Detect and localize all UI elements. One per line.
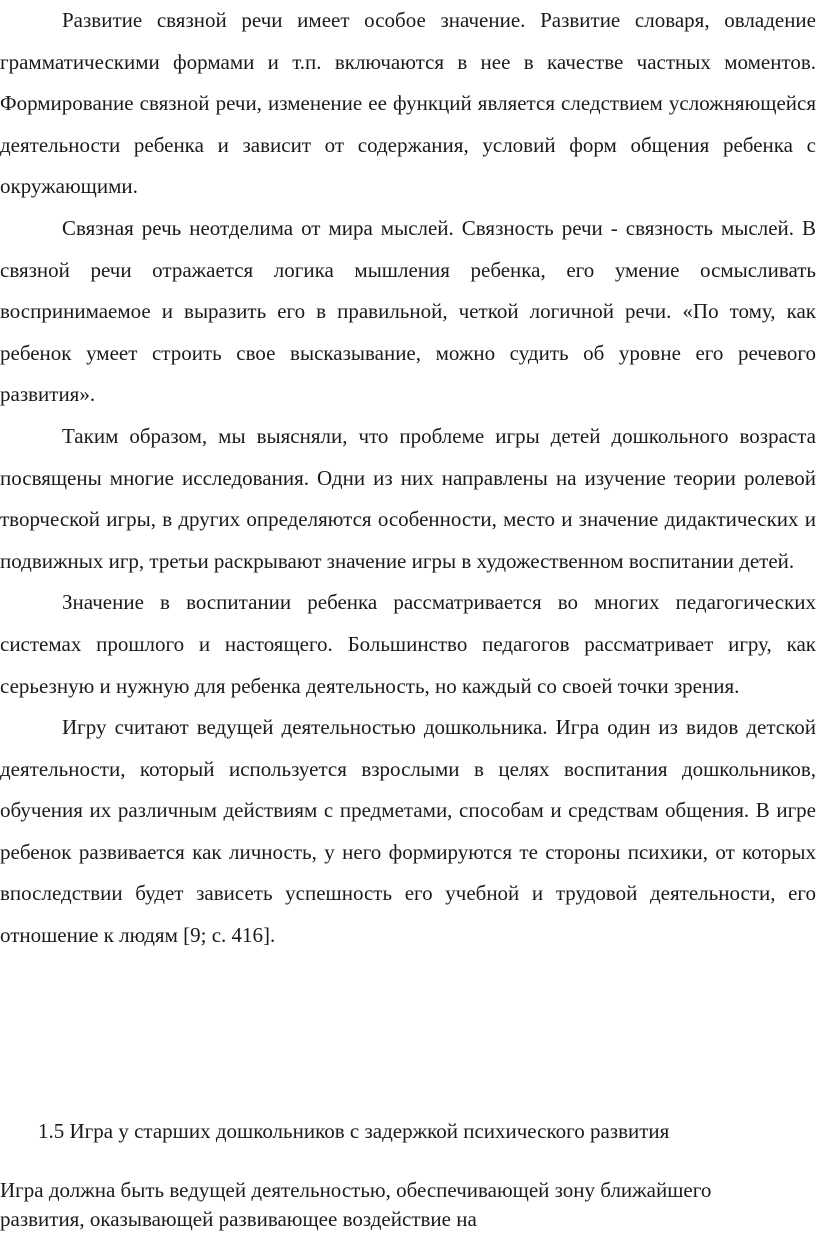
paragraph-coherent-speech: Связная речь неотделима от мира мыслей. Связность речи - связность мыслей. В связной речи отражается логика мышления ребенка, его умение осмысливать воспринимаемое и выразить его в правильной, четкой логичной речи. «По тому, как ребенок умеет строить свое высказывание, можно судить об уровне его речевого развития».: [0, 215, 816, 407]
paragraph-leading-activity: Игру считают ведущей деятельностью дошкольника. Игра один из видов детской деятельности, который используется взрослыми в целях воспитания дошкольников, обучения их различным действиям с предметами, способам и средствам общения. В игре ребенок развивается как личность, у него формируются те стороны психики, от которых впоследствии будет зависеть успешность его учебной и трудовой деятельности, его отношение к людям [9; с. 416].: [0, 715, 816, 948]
paragraph-pedagogical-systems: Значение в воспитании ребенка рассматривается во многих педагогических системах прошлого и настоящего. Большинство педагогов рассматривает игру, как серьезную и нужную для ребенка деятельность, но каждый со своей точки зрения.: [0, 590, 816, 698]
section-heading: 1.5 Игра у старших дошкольников с задержкой психического развития: [38, 1119, 670, 1143]
paragraph-tail: Игра должна быть ведущей деятельностью, обеспечивающей зону ближайшего развития, оказывающей развивающее воздействие на: [0, 1178, 712, 1231]
paragraph-game-research: Таким образом, мы выясняли, что проблеме игры детей дошкольного возраста посвящены многие исследования. Одни из них направлены на изучение теории ролевой творческой игры, в других определяются особенности, место и значение дидактических и подвижных игр, третьи раскрывают значение игры в художественном воспитании детей.: [0, 423, 816, 573]
paragraph-speech-development: Развитие связной речи имеет особое значение. Развитие словаря, овладение грамматическими формами и т.п. включаются в нее в качестве частных моментов. Формирование связной речи, изменение ее функций является следствием усложняющейся деятельности ребенка и зависит от содержания, условий форм общения ребенка с окружающими.: [0, 8, 816, 199]
